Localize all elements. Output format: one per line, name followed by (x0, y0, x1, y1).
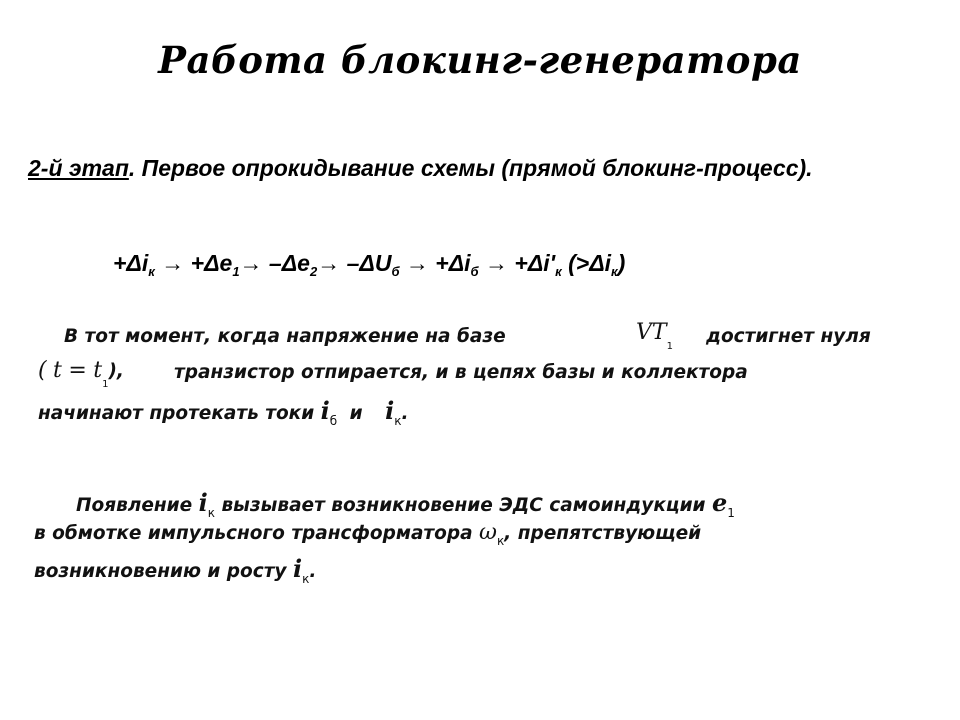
chain-subscript: б (470, 264, 479, 279)
chain-subscript: б (391, 264, 400, 279)
paragraph-transistor-opens (38, 320, 918, 430)
ik-subscript: к (394, 414, 402, 428)
para2-line2 (34, 520, 702, 548)
page-title: Работа блокинг-генератора (158, 38, 802, 82)
t1-symbol: t (93, 358, 103, 383)
para2-text: в обмотке импульсного трансформатора (34, 523, 473, 544)
para2-text: Появление (76, 495, 193, 516)
paren: ( (38, 358, 47, 383)
stage-label: 2-й этап (28, 155, 129, 181)
chain-subscript: к (555, 264, 562, 279)
ik-symbol: i (198, 488, 208, 517)
chain-part: → –ΔU (317, 250, 392, 276)
chain-part: +Δi (113, 250, 149, 276)
para1-line1 (64, 326, 506, 347)
para1-text: транзистор отпирается, и в цепях базы и коллектора (174, 362, 748, 383)
para2-text: , препятствующей (504, 523, 702, 544)
chain-subscript: 1 (232, 264, 240, 279)
ik-symbol: i (385, 396, 395, 425)
chain-subscript: к (148, 264, 155, 279)
para1-text: достигнет нуля (706, 326, 871, 347)
vt-subscript: 1 (666, 341, 673, 352)
process-chain (113, 250, 913, 277)
chain-part: ) (617, 250, 626, 276)
period: . (401, 403, 409, 424)
chain-part: (>Δi (561, 250, 612, 276)
para1-line3 (38, 396, 409, 428)
ib-symbol: i (320, 396, 330, 425)
chain-part: → –Δe (239, 250, 310, 276)
para1-line2 (174, 362, 748, 383)
para2-line3 (34, 554, 317, 586)
chain-part: → +Δe (154, 250, 233, 276)
vt-text: VT (636, 320, 667, 345)
para1-text: В тот момент, когда напряжение на базе (64, 326, 506, 347)
omega-subscript: к (497, 534, 505, 548)
para2-text: вызывает возникновение ЭДС самоиндукции (221, 495, 706, 516)
paragraph-self-induction (34, 484, 914, 594)
ib-subscript: б (329, 414, 338, 428)
paren: ), (108, 361, 124, 382)
para2-line1 (76, 488, 735, 520)
chain-subscript: 2 (309, 264, 318, 279)
para1-text: начинают протекать токи (38, 403, 315, 424)
chain-subscript: к (611, 264, 618, 279)
equals-sign: = (68, 358, 87, 383)
chain-part: → +Δi' (478, 250, 556, 276)
vt1-symbol (636, 320, 673, 352)
period: . (309, 561, 317, 582)
t1-subscript: 1 (102, 379, 109, 390)
ik-subscript: к (302, 572, 310, 586)
and-word: и (349, 403, 363, 424)
e1-subscript: 1 (727, 506, 735, 520)
omega-symbol: ω (479, 520, 497, 545)
t-symbol: t (53, 358, 62, 383)
ik-subscript: к (207, 506, 215, 520)
ik-symbol: i (292, 554, 303, 583)
stage-text: . Первое опрокидывание схемы (прямой блокинг-процесс). (128, 155, 813, 181)
chain-part: → +Δi (399, 250, 471, 276)
e1-symbol: e (711, 488, 728, 517)
stage-heading (28, 150, 908, 187)
t-equals-t1 (38, 358, 124, 390)
para2-text: возникновению и росту (34, 561, 287, 582)
para1-line1-end (706, 326, 871, 347)
